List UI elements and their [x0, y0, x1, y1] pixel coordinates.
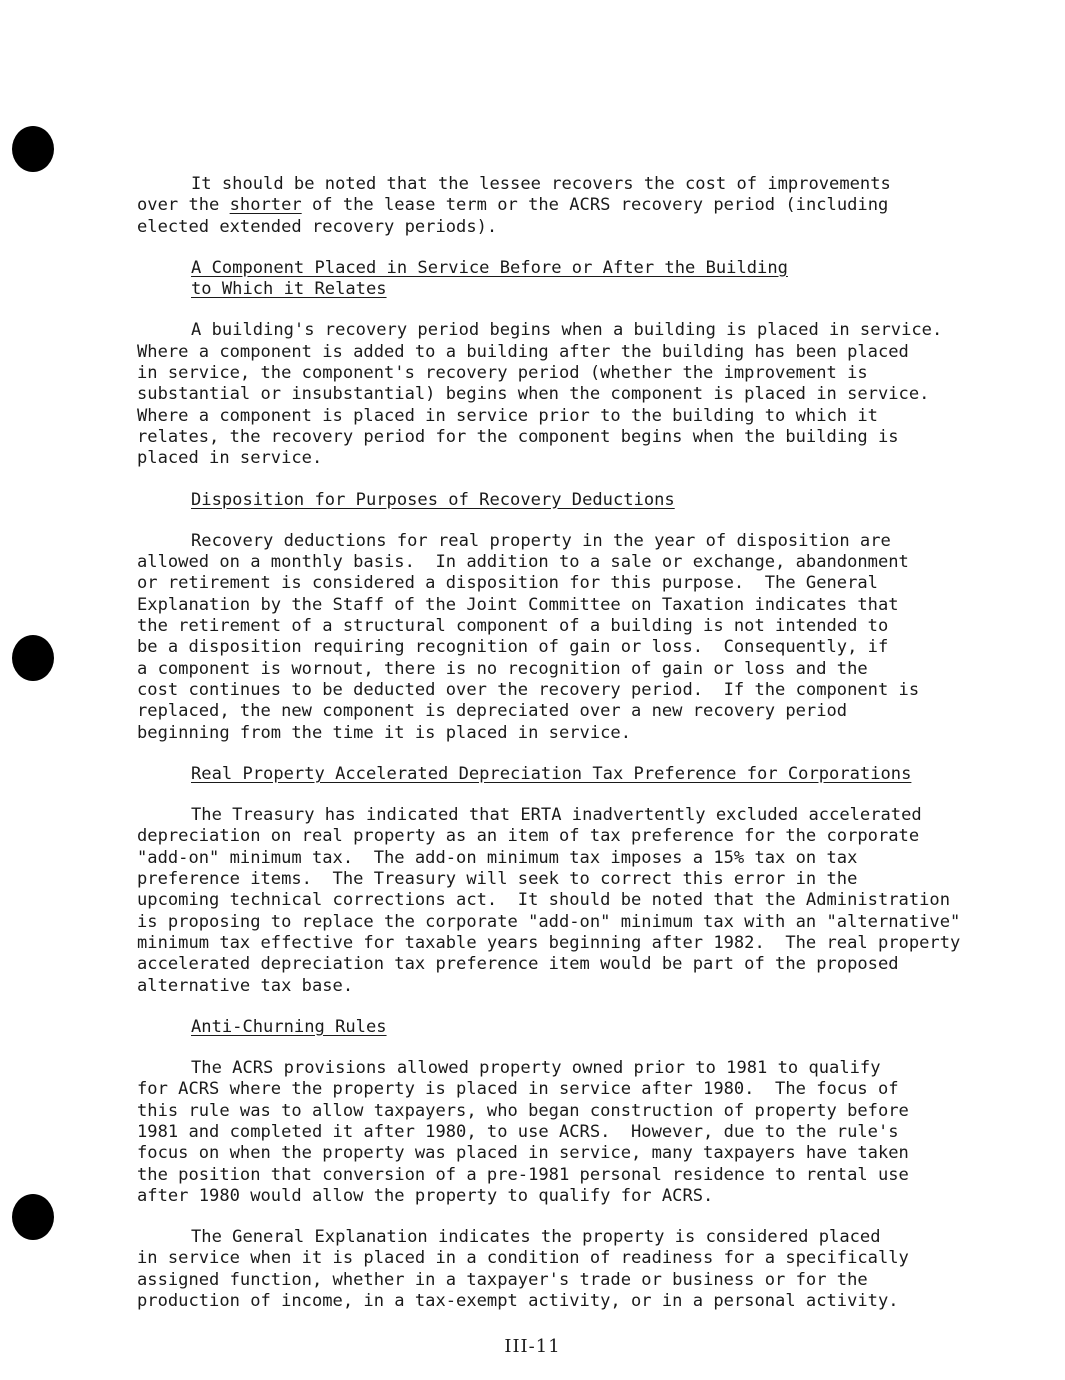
text-line: beginning from the time it is placed in service.: [137, 722, 631, 743]
text-line: the position that conversion of a pre-1981 personal residence to rental use: [137, 1164, 909, 1185]
section-component-placed-in-service: [137, 258, 1017, 470]
text-line: Explanation by the Staff of the Joint Committee on Taxation indicates that: [137, 594, 899, 615]
text-line: Where a component is added to a building after the building has been placed: [137, 341, 909, 362]
heading-line: Anti-Churning Rules: [191, 1016, 387, 1037]
text-line: or retirement is considered a disposition for this purpose. The General: [137, 573, 878, 594]
section-disposition: [137, 490, 1017, 744]
paragraph: [137, 1227, 1017, 1312]
text-line: substantial or insubstantial) begins when the component is placed in service.: [137, 384, 930, 405]
text-line: "add-on" minimum tax. The add-on minimum tax imposes a 15% tax on tax: [137, 847, 858, 868]
text-line: assigned function, whether in a taxpayer's trade or business or for the: [137, 1269, 868, 1290]
text-line: cost continues to be deducted over the recovery period. If the component is: [137, 679, 920, 700]
text-line: upcoming technical corrections act. It should be noted that the Administration: [137, 890, 951, 911]
text-line: be a disposition requiring recognition of gain or loss. Consequently, if: [137, 637, 889, 658]
text-line: a component is wornout, there is no recognition of gain or loss and the: [137, 658, 868, 679]
text-line: elected extended recovery periods).: [137, 216, 498, 237]
section-tax-preference: [137, 764, 1017, 997]
text-line: alternative tax base.: [137, 975, 354, 996]
text-fragment: over the: [137, 195, 230, 216]
section-heading: [137, 490, 1017, 511]
text-line: this rule was to allow taxpayers, who began construction of property before: [137, 1100, 909, 1121]
paragraph: [137, 531, 1017, 744]
section-anti-churning: [137, 1017, 1017, 1313]
text-line: [137, 195, 1017, 216]
page-number: III-11: [504, 1336, 561, 1357]
binder-hole-top: [12, 126, 54, 172]
section-heading: [137, 1017, 1017, 1038]
text-line: 1981 and completed it after 1980, to use ACRS. However, due to the rule's: [137, 1121, 899, 1142]
heading-line: to Which it Relates: [191, 279, 387, 300]
paragraph: [137, 320, 1017, 469]
text-line: Recovery deductions for real property in the year of disposition are: [191, 530, 891, 551]
heading-line: Disposition for Purposes of Recovery Deductions: [191, 489, 675, 510]
binder-hole-bottom: [12, 1194, 54, 1240]
underlined-word: shorter: [229, 195, 302, 216]
text-line: preference items. The Treasury will seek to correct this error in the: [137, 869, 858, 890]
text-line: The Treasury has indicated that ERTA inadvertently excluded accelerated: [191, 805, 922, 826]
text-line: It should be noted that the lessee recovers the cost of improvements: [191, 174, 891, 194]
text-line: minimum tax effective for taxable years beginning after 1982. The real property: [137, 932, 961, 953]
paragraph: [137, 1058, 1017, 1207]
text-line: The ACRS provisions allowed property owned prior to 1981 to qualify: [191, 1058, 881, 1079]
text-line: depreciation on real property as an item of tax preference for the corporate: [137, 826, 920, 847]
text-line: the retirement of a structural component of a building is not intended to: [137, 616, 889, 637]
text-line: focus on when the property was placed in service, many taxpayers have taken: [137, 1143, 909, 1164]
text-line: replaced, the new component is depreciated over a new recovery period: [137, 701, 848, 722]
intro-paragraph: [137, 174, 1017, 238]
section-heading: [137, 764, 1017, 785]
text-line: A building's recovery period begins when a building is placed in service.: [191, 320, 943, 341]
text-fragment: of the lease term or the ACRS recovery period (including: [301, 195, 889, 216]
document-body: [137, 174, 1017, 1332]
heading-line: A Component Placed in Service Before or After the Building: [191, 257, 788, 278]
text-line: in service, the component's recovery period (whether the improvement is: [137, 363, 868, 384]
text-line: for ACRS where the property is placed in service after 1980. The focus of: [137, 1079, 899, 1100]
text-line: in service when it is placed in a condition of readiness for a specifically: [137, 1248, 909, 1269]
text-line: allowed on a monthly basis. In addition to a sale or exchange, abandonment: [137, 552, 909, 573]
text-line: placed in service.: [137, 448, 323, 469]
text-line: after 1980 would allow the property to qualify for ACRS.: [137, 1185, 714, 1206]
heading-line: Real Property Accelerated Depreciation Tax Preference for Corporations: [191, 763, 912, 784]
text-line: The General Explanation indicates the property is considered placed: [191, 1227, 881, 1248]
text-line: production of income, in a tax-exempt activity, or in a personal activity.: [137, 1291, 899, 1312]
text-line: relates, the recovery period for the component begins when the building is: [137, 426, 899, 447]
section-heading: [137, 258, 1017, 301]
text-line: is proposing to replace the corporate "add-on" minimum tax with an "alternative": [137, 911, 961, 932]
paragraph: [137, 805, 1017, 997]
text-line: Where a component is placed in service prior to the building to which it: [137, 405, 878, 426]
text-line: accelerated depreciation tax preference item would be part of the proposed: [137, 954, 899, 975]
binder-hole-middle: [12, 635, 54, 681]
